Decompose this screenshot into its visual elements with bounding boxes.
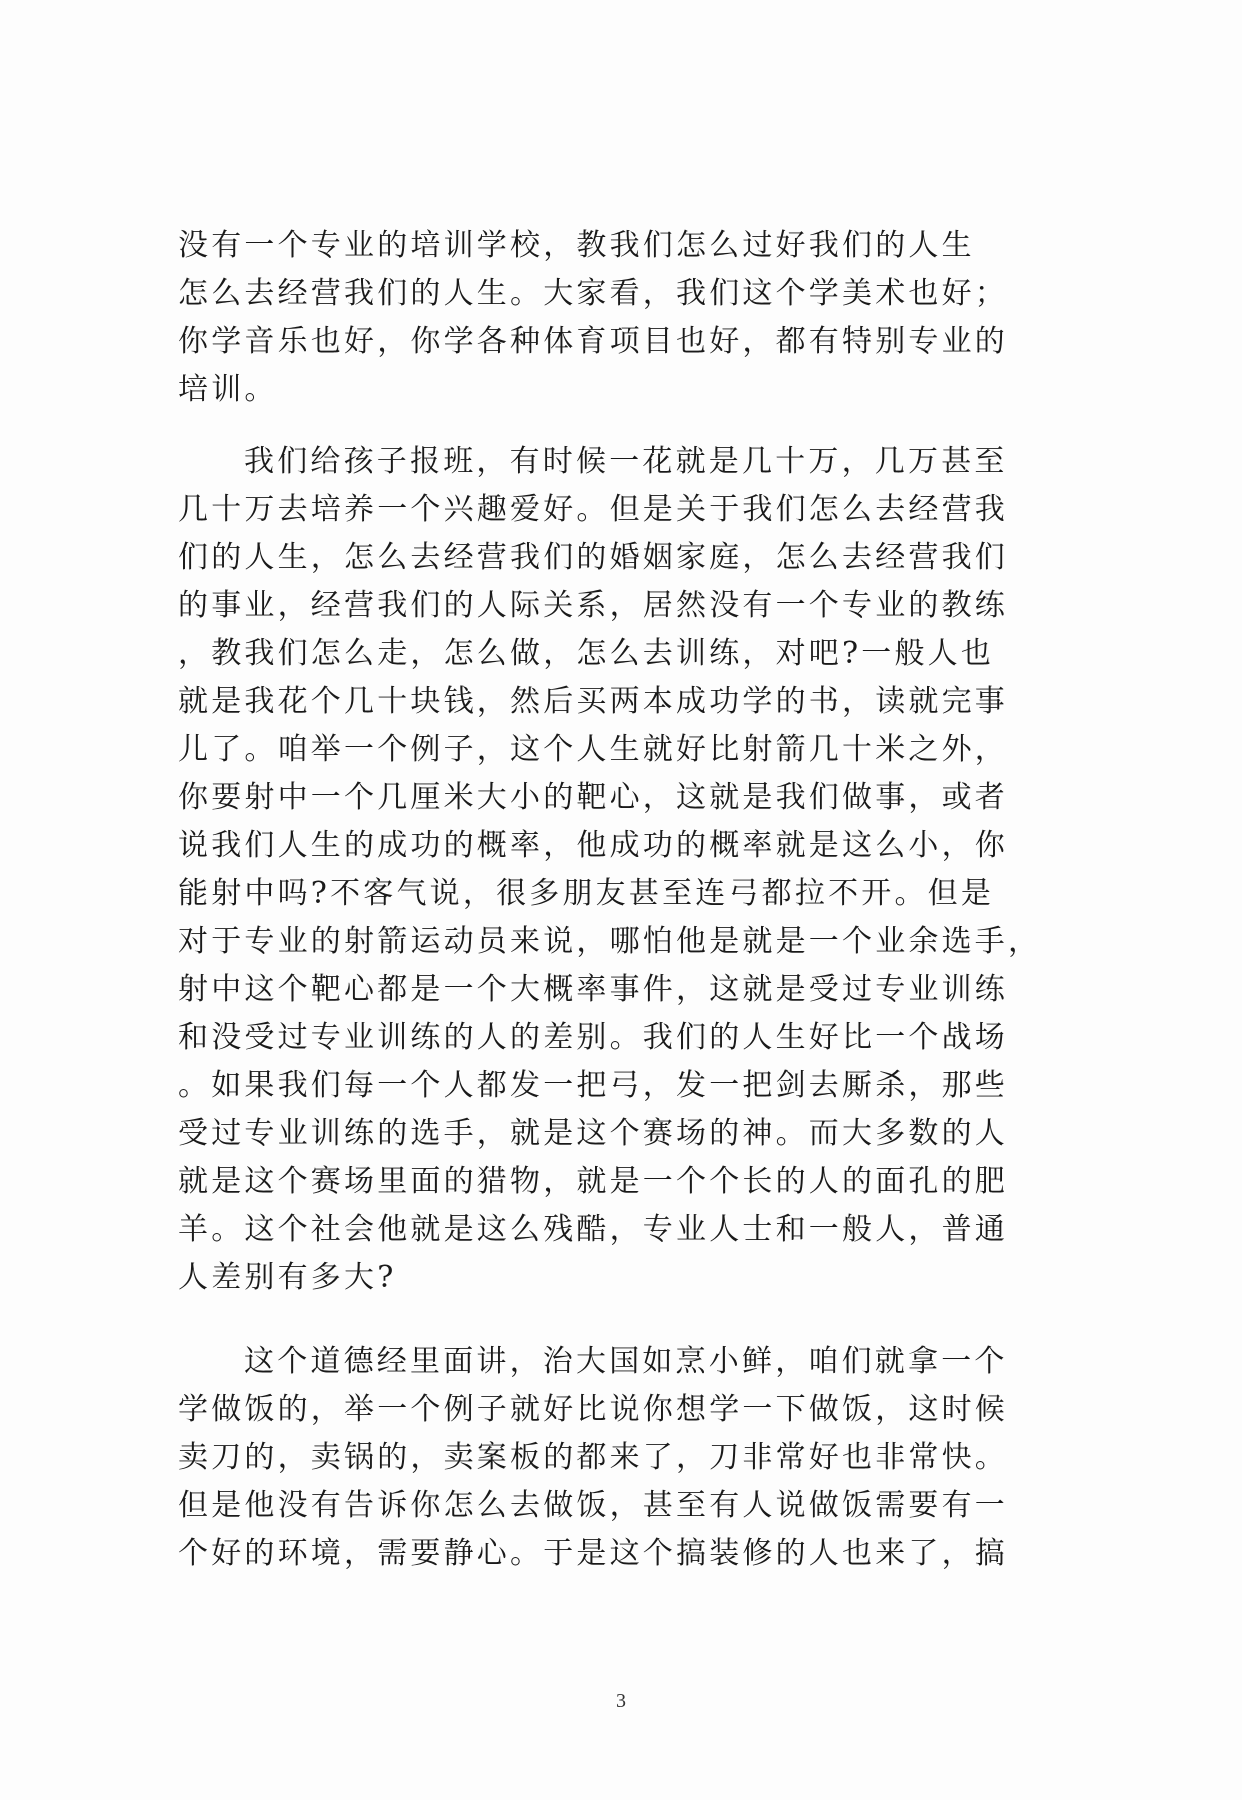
text-line: 受过专业训练的选手，就是这个赛场的神。而大多数的人 (178, 1116, 1008, 1151)
text-line: 个好的环境，需要静心。于是这个搞装修的人也来了，搞 (178, 1536, 1008, 1571)
text-line: 对于专业的射箭运动员来说，哪怕他是就是一个业余选手， (178, 924, 1042, 959)
text-line: 这个道德经里面讲，治大国如烹小鲜，咱们就拿一个 (244, 1344, 1008, 1379)
text-line: 怎么去经营我们的人生。大家看，我们这个学美术也好； (178, 276, 1008, 311)
paragraph-2 (178, 438, 1042, 1302)
paragraph-spacer (178, 1302, 1008, 1338)
text-line: 儿了。咱举一个例子，这个人生就好比射箭几十米之外， (178, 732, 1008, 767)
text-line: ，教我们怎么走，怎么做，怎么去训练，对吧?一般人也 (178, 636, 995, 671)
text-line: 没有一个专业的培训学校，教我们怎么过好我们的人生 (178, 228, 975, 263)
page-number: 3 (616, 1690, 626, 1712)
text-line: 说我们人生的成功的概率，他成功的概率就是这么小，你 (178, 828, 1008, 863)
text-line: 我们给孩子报班，有时候一花就是几十万，几万甚至 (244, 444, 1008, 479)
text-line: 就是我花个几十块钱，然后买两本成功学的书，读就完事 (178, 684, 1008, 719)
text-line: 你学音乐也好，你学各种体育项目也好，都有特别专业的 (178, 324, 1008, 359)
paragraph-1 (178, 222, 1008, 414)
text-line: 羊。这个社会他就是这么残酷，专业人士和一般人，普通 (178, 1212, 1008, 1247)
text-line: 和没受过专业训练的人的差别。我们的人生好比一个战场 (178, 1020, 1008, 1055)
text-line: 你要射中一个几厘米大小的靶心，这就是我们做事，或者 (178, 780, 1008, 815)
text-line: 能射中吗?不客气说，很多朋友甚至连弓都拉不开。但是 (178, 876, 995, 911)
text-line: 培训。 (178, 372, 278, 407)
text-line: 几十万去培养一个兴趣爱好。但是关于我们怎么去经营我 (178, 492, 1008, 527)
text-line: 们的人生，怎么去经营我们的婚姻家庭，怎么去经营我们 (178, 540, 1008, 575)
text-line: 卖刀的，卖锅的，卖案板的都来了，刀非常好也非常快。 (178, 1440, 1008, 1475)
body-text (178, 222, 1042, 1578)
paragraph-spacer (178, 414, 1008, 438)
text-line: 的事业，经营我们的人际关系，居然没有一个专业的教练 (178, 588, 1008, 623)
text-line: 。如果我们每一个人都发一把弓，发一把剑去厮杀，那些 (178, 1068, 1008, 1103)
text-line: 射中这个靶心都是一个大概率事件，这就是受过专业训练 (178, 972, 1008, 1007)
text-line: 学做饭的，举一个例子就好比说你想学一下做饭，这时候 (178, 1392, 1008, 1427)
paragraph-3 (178, 1338, 1008, 1578)
text-line: 就是这个赛场里面的猎物，就是一个个长的人的面孔的肥 (178, 1164, 1008, 1199)
text-line: 人差别有多大? (178, 1260, 397, 1295)
text-line: 但是他没有告诉你怎么去做饭，甚至有人说做饭需要有一 (178, 1488, 1008, 1523)
